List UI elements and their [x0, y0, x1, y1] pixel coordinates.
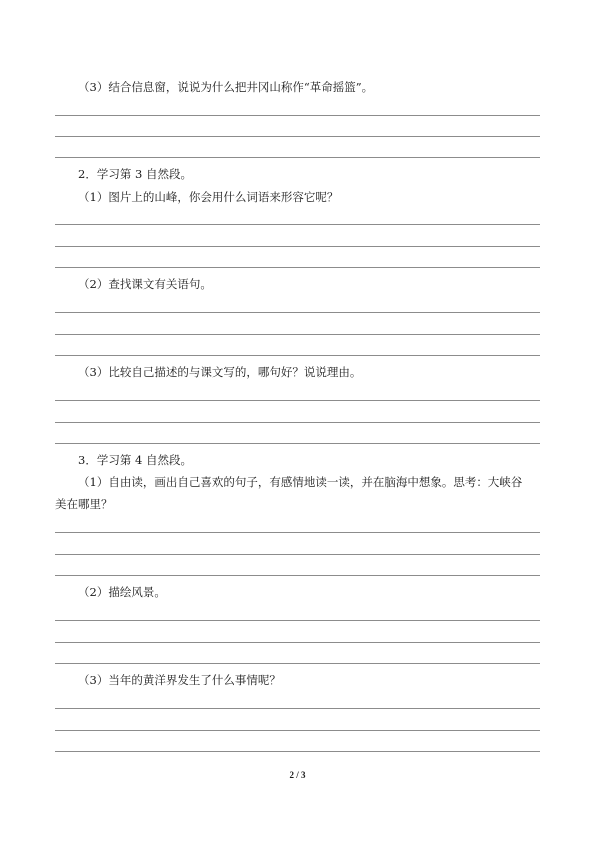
question-3-1: （3）结合信息窗，说说为什么把井冈山称作“革命摇篮”。 — [78, 80, 374, 94]
answer-line — [55, 267, 540, 268]
answer-line — [55, 157, 540, 158]
answer-line — [55, 730, 540, 731]
answer-line — [55, 443, 540, 444]
answer-line — [55, 312, 540, 313]
answer-line — [55, 708, 540, 709]
section-2-heading: 2．学习第 3 自然段。 — [78, 167, 192, 181]
question-3-1-line2: 美在哪里？ — [55, 497, 113, 511]
answer-line — [55, 575, 540, 576]
answer-line — [55, 246, 540, 247]
question-3-2: （2）描绘风景。 — [78, 585, 166, 599]
answer-line — [55, 620, 540, 621]
answer-line — [55, 751, 540, 752]
page-number: 2 / 3 — [289, 770, 306, 780]
answer-line — [55, 642, 540, 643]
answer-line — [55, 663, 540, 664]
answer-line — [55, 355, 540, 356]
question-3-3: （3）当年的黄洋界发生了什么事情呢？ — [78, 673, 281, 687]
answer-line — [55, 554, 540, 555]
question-2-3: （3）比较自己描述的与课文写的，哪句好？说说理由。 — [78, 365, 362, 379]
answer-line — [55, 136, 540, 137]
question-3-1-line1: （1）自由读，画出自己喜欢的句子，有感情地读一读，并在脑海中想象。思考：大峡谷 — [78, 475, 523, 489]
answer-line — [55, 422, 540, 423]
question-2-1: （1）图片上的山峰，你会用什么词语来形容它呢？ — [78, 190, 339, 204]
answer-line — [55, 115, 540, 116]
answer-line — [55, 400, 540, 401]
answer-line — [55, 334, 540, 335]
answer-line — [55, 224, 540, 225]
question-2-2: （2）查找课文有关语句。 — [78, 277, 212, 291]
answer-line — [55, 532, 540, 533]
section-3-heading: 3．学习第 4 自然段。 — [78, 453, 192, 467]
